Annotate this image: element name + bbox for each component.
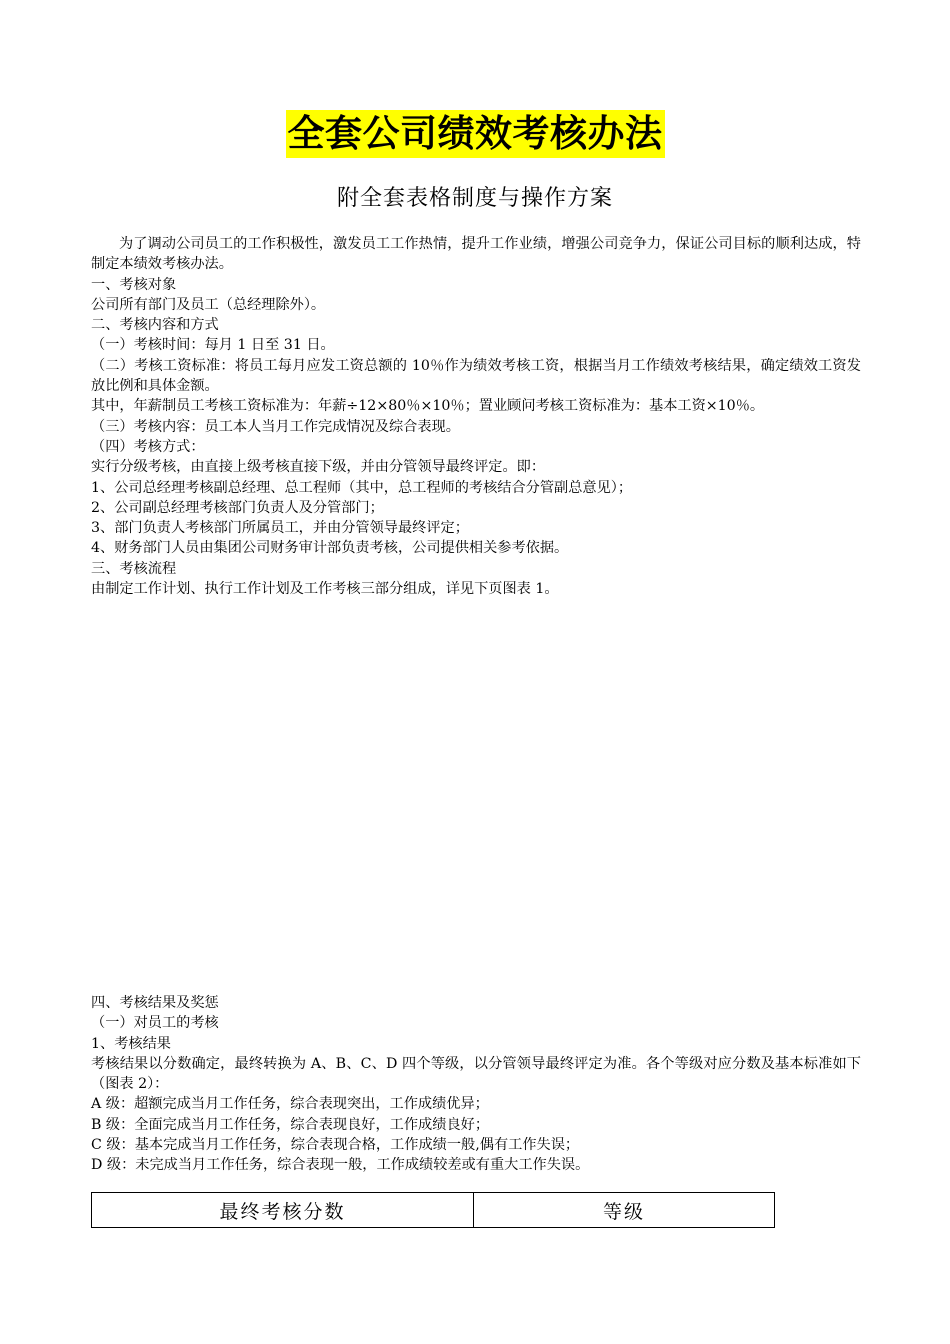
paragraph: （二）考核工资标准：将员工每月应发工资总额的 10％作为绩效考核工资，根据当月工作绩效考核结果，确定绩效工资发放比例和具体金额。 [91, 357, 861, 395]
list-item: 4、财务部门人员由集团公司财务审计部负责考核，公司提供相关参考依据。 [91, 540, 569, 557]
heading-assessment-process: 三、考核流程 [91, 560, 177, 577]
paragraph: 由制定工作计划、执行工作计划及工作考核三部分组成，详见下页图表 1。 [91, 581, 559, 598]
list-item: 2、公司副总经理考核部门负责人及分管部门； [91, 499, 384, 516]
page-subtitle: 附全套表格制度与操作方案 [336, 186, 613, 211]
heading-assessment-content: 二、考核内容和方式 [91, 317, 219, 334]
paragraph: 1、考核结果 [91, 1035, 171, 1052]
title-row [0, 110, 950, 158]
list-item: 1、公司总经理考核副总经理、总工程师（其中，总工程师的考核结合分管副总意见）； [91, 479, 633, 496]
page-title: 全套公司绩效考核办法 [286, 110, 665, 158]
table-header-score: 最终考核分数 [92, 1193, 474, 1228]
grade-d-text: D 级：未完成当月工作任务，综合表现一般，工作成绩较差或有重大工作失误。 [91, 1157, 590, 1174]
table-header-row [92, 1193, 775, 1228]
paragraph: 公司所有部门及员工（总经理除外）。 [91, 296, 326, 313]
paragraph: 其中，年薪制员工考核工资标准为：年薪÷12×80％×10％；置业顾问考核工资标准为：基本工资×10％。 [91, 398, 765, 415]
paragraph: （四）考核方式： [91, 438, 205, 455]
heading-results-rewards: 四、考核结果及奖惩 [91, 995, 219, 1011]
list-item: 3、部门负责人考核部门所属员工，并由分管领导最终评定； [91, 520, 469, 537]
paragraph: （一）考核时间：每月 1 日至 31 日。 [91, 337, 335, 354]
paragraph: （一）对员工的考核 [91, 1015, 219, 1032]
table-header-grade: 等级 [474, 1193, 775, 1228]
grade-a-text: A 级：超额完成当月工作任务，综合表现突出，工作成绩优异； [91, 1096, 489, 1113]
grade-table [91, 1192, 775, 1228]
heading-assessment-target: 一、考核对象 [91, 276, 177, 293]
section-intro-block [91, 234, 861, 599]
grade-c-text: C 级：基本完成当月工作任务，综合表现合格，工作成绩一般,偶有工作失误； [91, 1137, 580, 1154]
grade-b-text: B 级：全面完成当月工作任务，综合表现良好，工作成绩良好； [91, 1116, 490, 1133]
paragraph: 实行分级考核，由直接上级考核直接下级，并由分管领导最终评定。即： [91, 459, 546, 476]
paragraph: 考核结果以分数确定，最终转换为 A、B、C、D 四个等级，以分管领导最终评定为准。各个等级对应分数及基本标准如下（图表 2）： [91, 1055, 861, 1093]
section-results-block [91, 993, 861, 1176]
paragraph: （三）考核内容：员工本人当月工作完成情况及综合表现。 [91, 418, 460, 435]
intro-paragraph: 为了调动公司员工的工作积极性，激发员工工作热情，提升工作业绩，增强公司竞争力，保证公司目标的顺利达成，特制定本绩效考核办法。 [91, 236, 861, 273]
